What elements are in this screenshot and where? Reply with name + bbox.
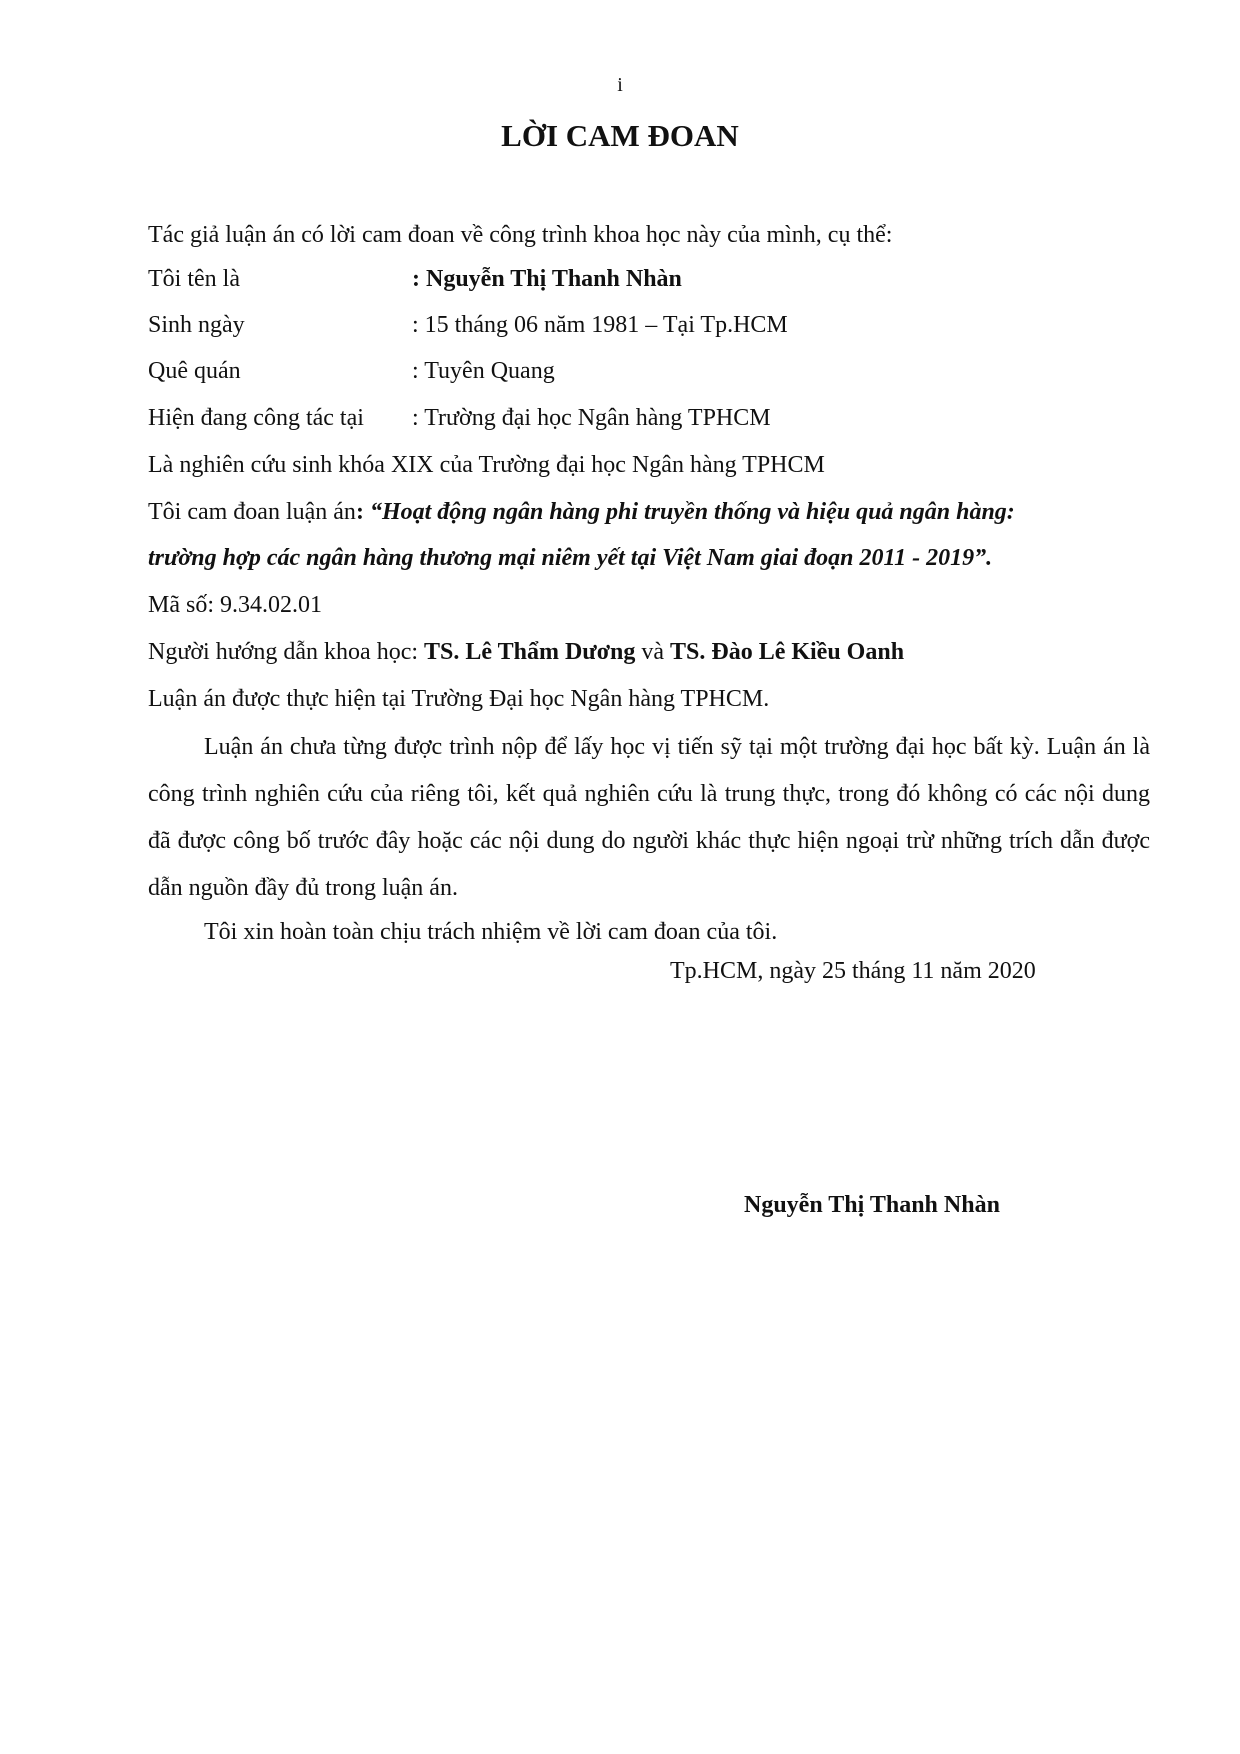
advisor-2: TS. Đào Lê Kiều Oanh <box>670 639 905 665</box>
thesis-colon: : <box>355 499 364 525</box>
page-number: i <box>617 74 623 96</box>
work-label: Hiện đang công tác tại <box>148 405 364 431</box>
work-row <box>148 405 771 432</box>
intro-line: Tác giả luận án có lời cam đoan về công trình khoa học này của mình, cụ thể: <box>148 222 893 248</box>
name-label: Tôi tên là <box>148 266 240 292</box>
hometown-label: Quê quán <box>148 358 241 384</box>
hometown-row <box>148 358 555 385</box>
advisors-prefix: Người hướng dẫn khoa học: <box>148 639 425 665</box>
responsibility-paragraph: Tôi xin hoàn toàn chịu trách nhiệm về lời cam đoan của tôi. <box>204 919 778 945</box>
date-line: Tp.HCM, ngày 25 tháng 11 năm 2020 <box>670 958 1036 984</box>
name-value: : Nguyễn Thị Thanh Nhàn <box>412 266 682 292</box>
thesis-line-1 <box>148 499 1015 526</box>
hometown-value: : Tuyên Quang <box>412 358 555 384</box>
advisors-line <box>148 639 904 666</box>
thesis-prefix: Tôi cam đoan luận án <box>148 499 356 525</box>
thesis-title-line2: trường hợp các ngân hàng thương mại niêm yết tại Việt Nam giai đoạn 2011 - 2019”. <box>148 545 993 571</box>
code-line: Mã số: 9.34.02.01 <box>148 592 322 618</box>
thesis-line-2 <box>148 545 992 572</box>
place-line: Luận án được thực hiện tại Trường Đại học Ngân hàng TPHCM. <box>148 686 770 712</box>
page-title: LỜI CAM ĐOAN <box>501 118 739 153</box>
work-value: : Trường đại học Ngân hàng TPHCM <box>412 405 771 431</box>
thesis-title-line1: “Hoạt động ngân hàng phi truyền thống và hiệu quả ngân hàng: <box>369 499 1015 525</box>
signature-name: Nguyễn Thị Thanh Nhàn <box>744 1192 1000 1218</box>
birth-row <box>148 312 788 339</box>
birth-label: Sinh ngày <box>148 312 245 338</box>
phd-line: Là nghiên cứu sinh khóa XIX của Trường đại học Ngân hàng TPHCM <box>148 452 825 478</box>
birth-value: : 15 tháng 06 năm 1981 – Tại Tp.HCM <box>412 312 788 338</box>
advisor-1: TS. Lê Thẩm Dương <box>424 639 636 665</box>
advisors-conjunction: và <box>635 639 670 665</box>
name-row <box>148 266 682 293</box>
declaration-paragraph: Luận án chưa từng được trình nộp để lấy học vị tiến sỹ tại một trường đại học bất kỳ. Luận án là công trình nghiên cứu của riêng tôi, kết quả nghiên cứu là trung thực, trong đó không có các nội dung đã được công bố trước đây hoặc các nội dung do người khác thực hiện ngoại trừ những trích dẫn được dẫn nguồn đầy đủ trong luận án. <box>148 734 1150 901</box>
